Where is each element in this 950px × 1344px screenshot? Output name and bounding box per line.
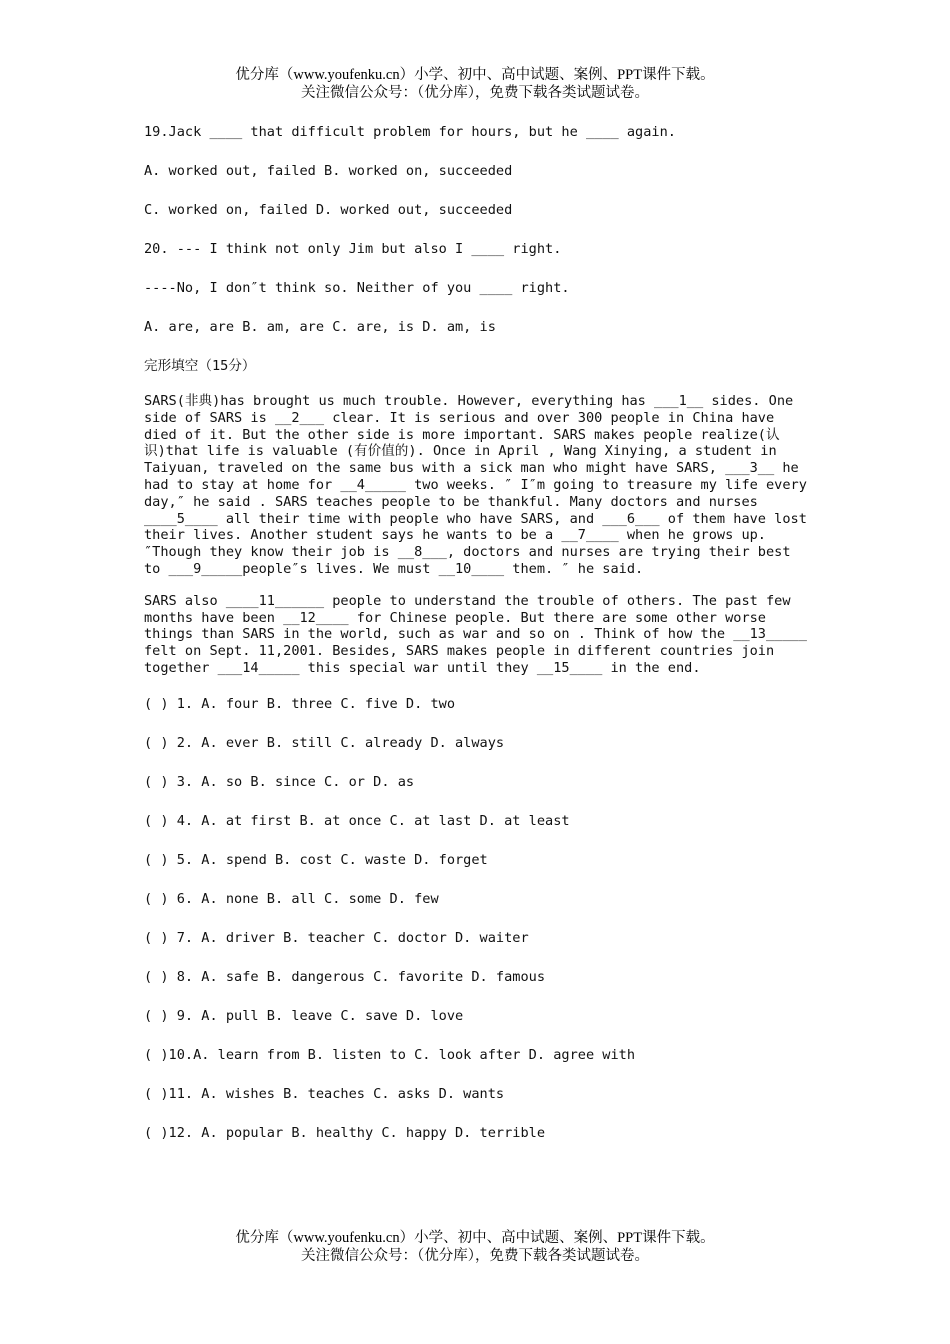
option-row-8: ( ) 8. A. safe B. dangerous C. favorite D. famous [144, 968, 546, 985]
question-19-options-ab: A. worked out, failed B. worked on, succeeded [144, 163, 513, 179]
footer-line-1: 优分库（www.youfenku.cn）小学、初中、高中试题、案例、PPT课件下载。 [235, 1230, 715, 1246]
question-20-reply: ----No, I don″t think so. Neither of you ____ right. [144, 280, 570, 296]
option-row-5: ( ) 5. A. spend B. cost C. waste D. forget [144, 851, 488, 868]
passage-paragraph-2: SARS also ____11______ people to understand the trouble of others. The past few months have been __12____ for Chinese people. But there are some other worse things than SARS in the world, such as war and so on . Think of how the __13_____ felt on Sept. 11,2001. Besides, SARS makes people in different countries join together ___14_____ this special war until they __15____ in the end. [144, 592, 807, 676]
option-row-11: ( )11. A. wishes B. teaches C. asks D. wants [144, 1085, 505, 1102]
page-footer [0, 1229, 950, 1265]
option-row-6: ( ) 6. A. none B. all C. some D. few [144, 890, 439, 907]
section-title: 完形填空（15分） [144, 358, 256, 374]
question-19-stem: 19.Jack ____ that difficult problem for hours, but he ____ again. [144, 124, 676, 140]
passage-paragraph-1: SARS(非典)has brought us much trouble. However, everything has ___1__ sides. One side of SARS is __2___ clear. It is serious and over 300 people in China have died of it. But the other side is more important. SARS makes people realize(认识)that life is valuable (有价值的). Once in April , Wang Xinying, a student in Taiyuan, traveled on the same bus with a sick man who might have SARS, ___3__ he had to stay at home for __4_____ two weeks. ″ I″m going to treasure my life every day,″ he said . SARS teaches people to be thankful. Many doctors and nurses ____5____ all their time with people who have SARS, and ___6___ of them have lost their lives. Another student says he wants to be a __7____ when he grows up. ″Though they know their job is __8___, doctors and nurses are trying their best to ___9_____people″s lives. We must __10____ them. ″ he said. [144, 393, 807, 577]
question-20-stem: 20. --- I think not only Jim but also I ____ right. [144, 241, 562, 257]
option-row-3: ( ) 3. A. so B. since C. or D. as [144, 773, 415, 790]
option-row-10: ( )10.A. learn from B. listen to C. look after D. agree with [144, 1046, 636, 1063]
option-row-7: ( ) 7. A. driver B. teacher C. doctor D. waiter [144, 929, 529, 946]
header-line-2: 关注微信公众号：（优分库），免费下载各类试题试卷。 [301, 85, 649, 101]
page-header [0, 66, 950, 102]
option-row-4: ( ) 4. A. at first B. at once C. at last D. at least [144, 812, 570, 829]
option-row-2: ( ) 2. A. ever B. still C. already D. always [144, 734, 505, 751]
question-19-options-cd: C. worked on, failed D. worked out, succeeded [144, 202, 513, 218]
question-20-options: A. are, are B. am, are C. are, is D. am, is [144, 319, 496, 335]
footer-line-2: 关注微信公众号：（优分库），免费下载各类试题试卷。 [301, 1248, 649, 1264]
option-row-9: ( ) 9. A. pull B. leave C. save D. love [144, 1007, 464, 1024]
document-body [144, 120, 814, 1160]
option-row-1: ( ) 1. A. four B. three C. five D. two [144, 695, 455, 712]
option-row-12: ( )12. A. popular B. healthy C. happy D. terrible [144, 1124, 546, 1141]
header-line-1: 优分库（www.youfenku.cn）小学、初中、高中试题、案例、PPT课件下载。 [235, 67, 715, 83]
